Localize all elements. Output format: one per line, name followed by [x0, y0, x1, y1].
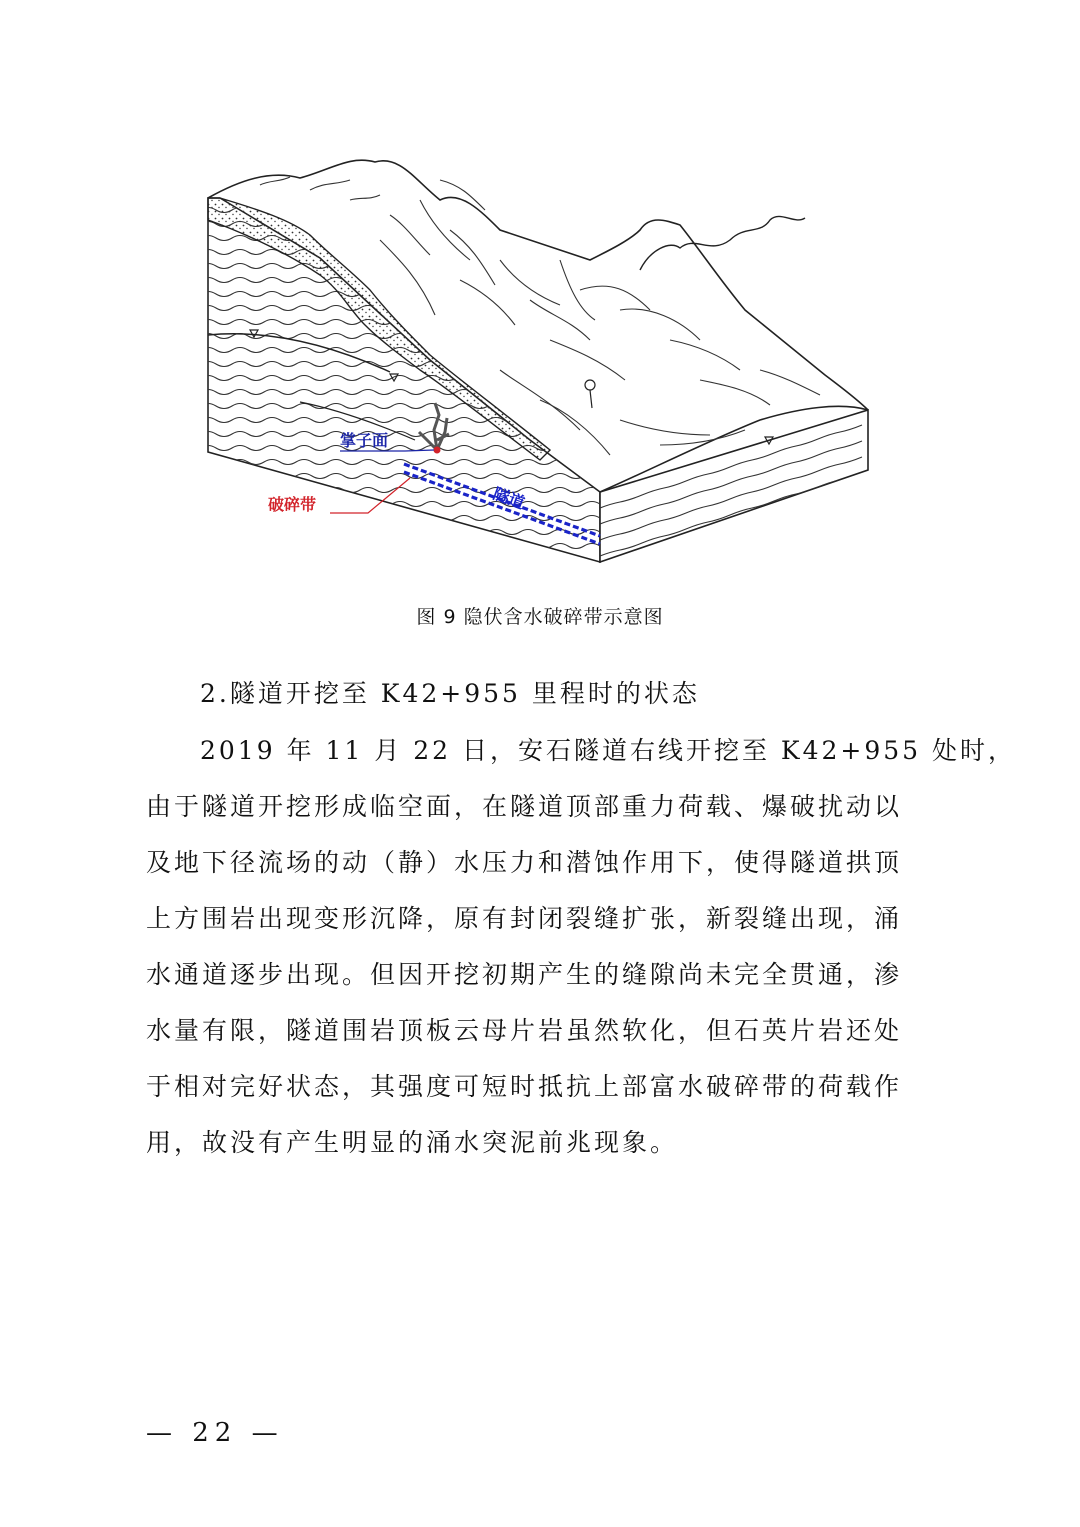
page-number: — 22 — — [146, 1418, 284, 1448]
paragraph-line: 2019 年 11 月 22 日，安石隧道右线开挖至 K42+955 处时， — [200, 736, 1017, 765]
paragraph-line: 于相对完好状态，其强度可短时抵抗上部富水破碎带的荷载作 — [146, 1072, 903, 1101]
paragraph-line: 及地下径流场的动（静）水压力和潜蚀作用下，使得隧道拱顶 — [146, 848, 903, 877]
section-heading: 2.隧道开挖至 K42+955 里程时的状态 — [200, 679, 700, 708]
fracture-zone-block-diagram — [200, 140, 880, 570]
body-paragraph — [146, 723, 1017, 1171]
paragraph-line: 用，故没有产生明显的涌水突泥前兆现象。 — [146, 1128, 679, 1157]
face-label: 掌子面 — [340, 431, 389, 450]
block-right-face — [600, 410, 868, 562]
zone-label: 破碎带 — [268, 495, 317, 514]
block-front-face — [208, 198, 600, 562]
geology-diagram — [200, 140, 880, 570]
paragraph-line: 水量有限，隧道围岩顶板云母片岩虽然软化，但石英片岩还处 — [146, 1016, 903, 1045]
distant-hills — [640, 216, 805, 270]
paragraph-line: 由于隧道开挖形成临空面，在隧道顶部重力荷载、爆破扰动以 — [146, 792, 903, 821]
tunnel-label: 隧道 — [490, 483, 528, 513]
paragraph-line: 水通道逐步出现。但因开挖初期产生的缝隙尚未完全贯通，渗 — [146, 960, 903, 989]
figure-caption: 图 9 隐伏含水破碎带示意图 — [416, 606, 664, 628]
borehole-marker — [585, 380, 595, 390]
face-point — [434, 447, 441, 454]
paragraph-line: 上方围岩出现变形沉降，原有封闭裂缝扩张，新裂缝出现，涌 — [146, 904, 903, 933]
